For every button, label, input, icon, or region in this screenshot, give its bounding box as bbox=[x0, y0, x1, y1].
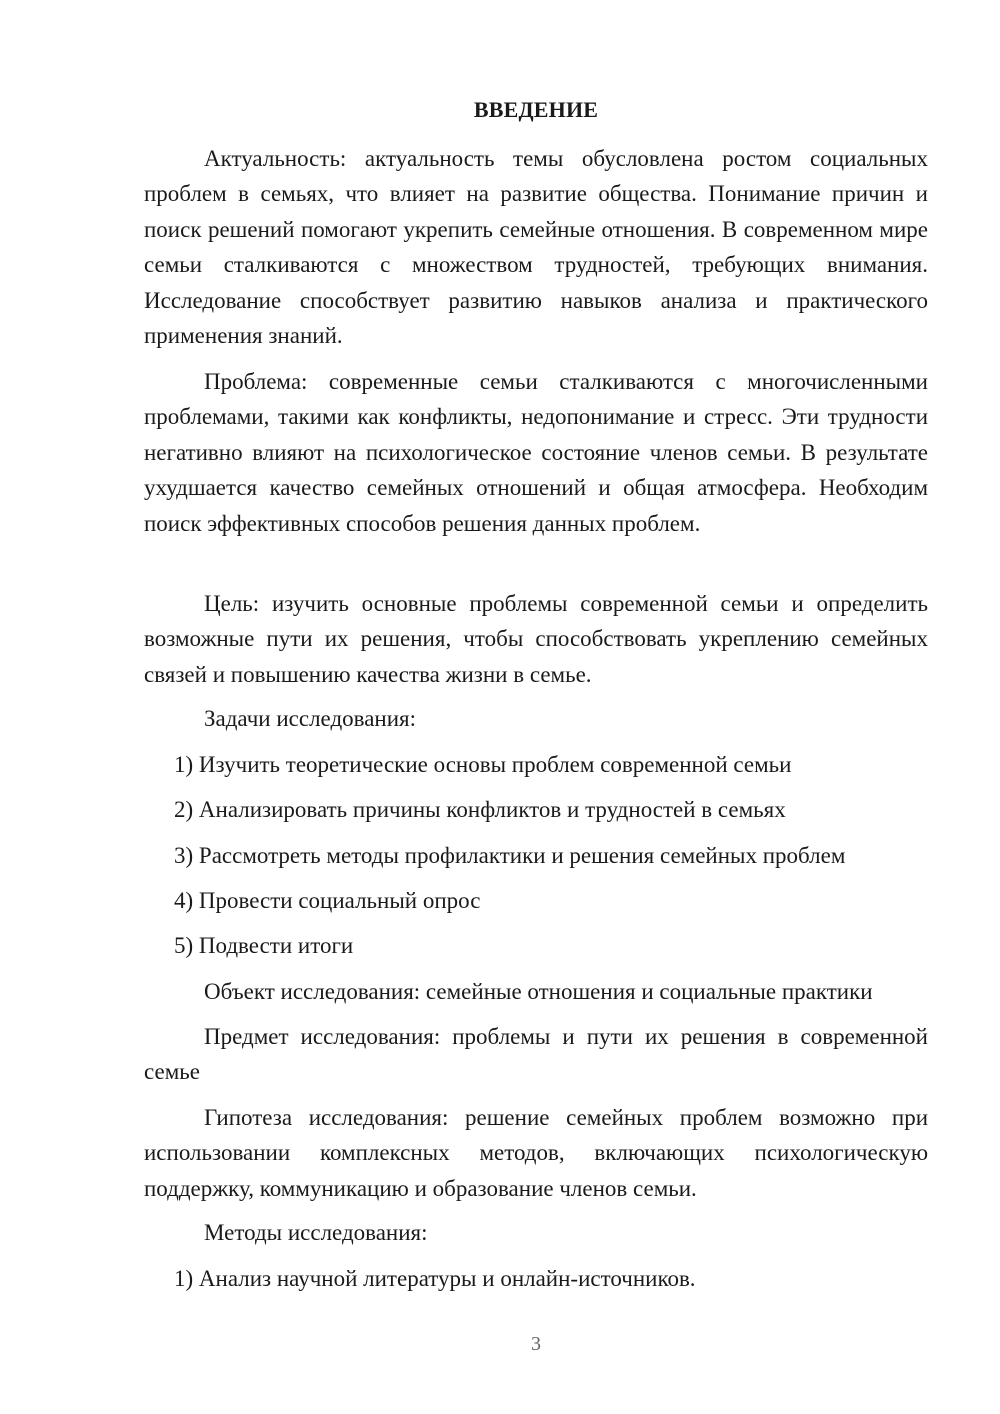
relevance-paragraph: Актуальность: актуальность темы обусловлена ростом социальных проблем в семьях, что влияет на развитие общества. Понимание причин и поиск решений помогают укрепить семейные отношения. В современном мире семьи сталкиваются с множеством трудностей, требующих внимания. Исследование способствует развитию навыков анализа и практического применения знаний. bbox=[144, 146, 928, 349]
method-item: 1) Анализ научной литературы и онлайн-источников. bbox=[174, 1266, 696, 1291]
task-item: 3) Рассмотреть методы профилактики и решения семейных проблем bbox=[174, 843, 846, 868]
methods-heading: Методы исследования: bbox=[204, 1220, 428, 1245]
task-item: 5) Подвести итоги bbox=[174, 933, 354, 958]
goal-paragraph: Цель: изучить основные проблемы современной семьи и определить возможные пути их решения, чтобы способствовать укреплению семейных связей и повышению качества жизни в семье. bbox=[144, 591, 928, 687]
object-line: Объект исследования: семейные отношения и социальные практики bbox=[204, 979, 873, 1004]
hypothesis-paragraph: Гипотеза исследования: решение семейных проблем возможно при использовании комплексных методов, включающих психологическую поддержку, коммуникацию и образование членов семьи. bbox=[144, 1105, 928, 1201]
page-number: 3 bbox=[531, 1333, 541, 1355]
task-item: 4) Провести социальный опрос bbox=[174, 888, 481, 913]
task-item: 2) Анализировать причины конфликтов и трудностей в семьях bbox=[174, 797, 786, 822]
tasks-heading: Задачи исследования: bbox=[204, 706, 417, 731]
subject-paragraph: Предмет исследования: проблемы и пути их решения в современной семье bbox=[144, 1024, 928, 1085]
problem-paragraph: Проблема: современные семьи сталкиваются с многочисленными проблемами, такими как конфликты, недопонимание и стресс. Эти трудности негативно влияют на психологическое состояние членов семьи. В результате ухудшается качество семейных отношений и общая атмосфера. Необходим поиск эффективных способов решения данных проблем. bbox=[144, 369, 928, 536]
task-item: 1) Изучить теоретические основы проблем современной семьи bbox=[174, 752, 792, 777]
document-page bbox=[144, 0, 928, 1414]
section-title: ВВЕДЕНИЕ bbox=[473, 97, 599, 122]
